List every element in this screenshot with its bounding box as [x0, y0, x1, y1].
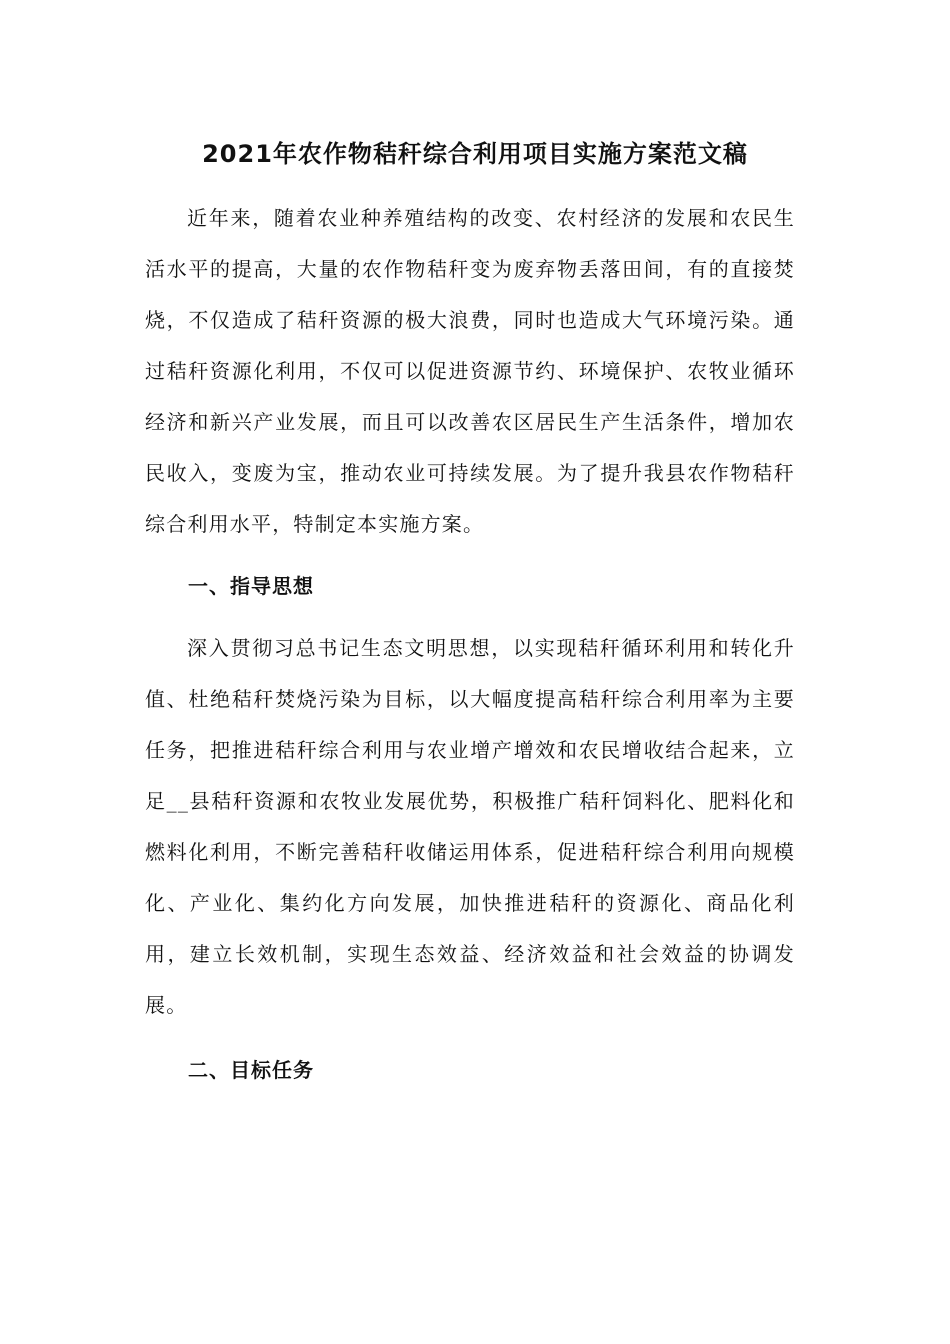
section-heading-guiding-ideology: 一、指导思想	[188, 574, 314, 598]
guiding-ideology-paragraph: 深入贯彻习总书记生态文明思想，以实现秸秆循环利用和转化升值、杜绝秸秆焚烧污染为目标，以大幅度提高秸秆综合利用率为主要任务，把推进秸秆综合利用与农业增产增效和农民增收结合起来，立足__县秸秆资源和农牧业发展优势，积极推广秸秆饲料化、肥料化和燃料化利用，不断完善秸秆收储运用体系，促进秸秆综合利用向规模化、产业化、集约化方向发展，加快推进秸秆的资源化、商品化利用，建立长效机制，实现生态效益、经济效益和社会效益的协调发展。	[145, 636, 795, 1017]
section-heading-goals-tasks: 二、目标任务	[188, 1058, 314, 1082]
document-title: 2021年农作物秸秆综合利用项目实施方案范文稿	[202, 140, 748, 168]
intro-paragraph: 近年来，随着农业种养殖结构的改变、农村经济的发展和农民生活水平的提高，大量的农作物秸秆变为废弃物丢落田间，有的直接焚烧，不仅造成了秸秆资源的极大浪费，同时也造成大气环境污染。通过秸秆资源化利用，不仅可以促进资源节约、环境保护、农牧业循环经济和新兴产业发展，而且可以改善农区居民生产生活条件，增加农民收入，变废为宝，推动农业可持续发展。为了提升我县农作物秸秆综合利用水平，特制定本实施方案。	[145, 206, 795, 536]
